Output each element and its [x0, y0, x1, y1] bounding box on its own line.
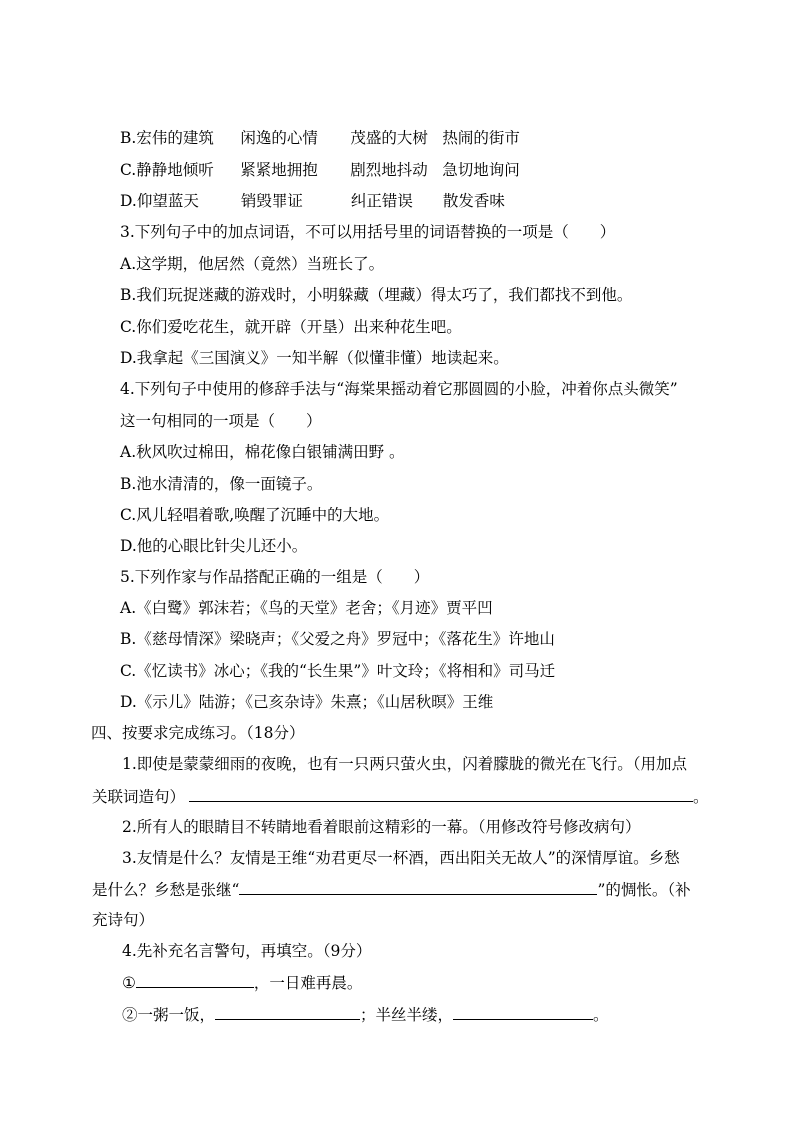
- s4-q1-suffix: 。: [693, 788, 709, 806]
- s4-q4-stem: 4.先补充名言警句，再填空。（9分）: [122, 942, 372, 960]
- s4-q3-line1: 3.友情是什么？友情是王维“劝君更尽一杯酒，西出阳关无故人”的深情厚谊。乡愁: [122, 849, 680, 867]
- question-3-option-b: B.我们玩捉迷藏的游戏时，小明躲藏（埋藏）得太巧了，我们都找不到他。: [120, 286, 633, 304]
- s4-q1-answer-blank[interactable]: [189, 785, 693, 802]
- word-2: 闲逸的心情: [240, 129, 318, 147]
- s4-q4-item2-blank2[interactable]: [453, 1003, 593, 1020]
- s4-q1-line2: [92, 785, 709, 808]
- question-3-option-a: A.这学期，他居然（竟然）当班长了。: [120, 255, 385, 273]
- s4-q4-item2-blank1[interactable]: [215, 1003, 360, 1020]
- option-b-words: [120, 127, 520, 149]
- word-1: 仰望蓝天: [136, 192, 199, 210]
- section-4-heading: 四、按要求完成练习。（18分）: [91, 724, 305, 742]
- question-5-option-b: B.《慈母情深》梁晓声；《父爱之舟》罗冠中；《落花生》许地山: [120, 630, 555, 648]
- word-3: 茂盛的大树: [350, 129, 428, 147]
- s4-q2: 2.所有人的眼睛目不转睛地看着眼前这精彩的一幕。（用修改符号修改病句）: [122, 818, 641, 836]
- option-d-words: [120, 190, 505, 212]
- question-3-stem: 3.下列句子中的加点词语，不可以用括号里的词语替换的一项是（ ）: [120, 223, 616, 241]
- option-c-words: [120, 159, 520, 181]
- word-1: 静静地倾听: [136, 161, 214, 179]
- question-5-option-c: C.《忆读书》冰心；《我的“长生果”》叶文玲；《将相和》司马迁: [120, 662, 556, 680]
- s4-q4-item1: [122, 971, 362, 994]
- s4-q4-item1-blank[interactable]: [136, 971, 254, 988]
- option-prefix: B.: [120, 129, 137, 147]
- question-4-option-b: B.池水清清的，像一面镜子。: [120, 475, 323, 493]
- question-3-option-c: C.你们爱吃花生，就开辟（开垦）出来种花生吧。: [120, 318, 462, 336]
- option-prefix: D.: [120, 192, 137, 210]
- s4-q4-item2-suffix: 。: [593, 1006, 609, 1024]
- option-prefix: C.: [120, 161, 137, 179]
- question-5-option-d: D.《示儿》陆游；《己亥杂诗》朱熹；《山居秋暝》王维: [120, 693, 494, 711]
- s4-q1-line1: 1.即使是蒙蒙细雨的夜晚，也有一只两只萤火虫，闪着朦胧的微光在飞行。（用加点: [122, 755, 688, 773]
- question-4-option-a: A.秋风吹过棉田，棉花像白银铺满田野 。: [120, 443, 405, 461]
- s4-q4-item2: [122, 1003, 609, 1026]
- s4-q4-item1-suffix: ，一日难再晨。: [253, 974, 363, 992]
- word-2: 销毁罪证: [240, 192, 303, 210]
- question-4-option-d: D.他的心眼比针尖儿还小。: [120, 537, 308, 555]
- s4-q3-prefix: 是什么？乡愁是张继“: [92, 881, 240, 899]
- s4-q3-line2: [92, 878, 691, 901]
- question-4-stem-line1: 4.下列句子中使用的修辞手法与“海棠果摇动着它那圆圆的小脸，冲着你点头微笑”: [120, 380, 678, 398]
- s4-q4-item2-prefix: ②一粥一饭，: [122, 1006, 216, 1024]
- s4-q4-item1-prefix: ①: [122, 974, 136, 992]
- s4-q1-prefix: 关联词造句）: [92, 788, 186, 806]
- question-5-option-a: A.《白鹭》郭沫若；《鸟的天堂》老舍；《月迹》贾平凹: [120, 599, 493, 617]
- word-4: 热闹的街市: [442, 129, 520, 147]
- word-2: 紧紧地拥抱: [240, 161, 318, 179]
- question-5-stem: 5.下列作家与作品搭配正确的一组是（ ）: [120, 568, 430, 586]
- question-4-stem-line2: 这一句相同的一项是（ ）: [120, 412, 322, 430]
- s4-q3-answer-blank[interactable]: [239, 878, 597, 895]
- question-4-option-c: C.风儿轻唱着歌,唤醒了沉睡中的大地。: [120, 506, 390, 524]
- word-3: 剧烈地抖动: [350, 161, 428, 179]
- s4-q3-line3: 充诗句）: [92, 911, 155, 929]
- word-3: 纠正错误: [350, 192, 413, 210]
- s4-q4-item2-mid: ；半丝半缕，: [360, 1006, 454, 1024]
- word-1: 宏伟的建筑: [136, 129, 214, 147]
- s4-q3-suffix: ”的惆怅。（补: [597, 881, 691, 899]
- word-4: 急切地询问: [442, 161, 520, 179]
- question-3-option-d: D.我拿起《三国演义》一知半解（似懂非懂）地读起来。: [120, 349, 509, 367]
- word-4: 散发香味: [442, 192, 505, 210]
